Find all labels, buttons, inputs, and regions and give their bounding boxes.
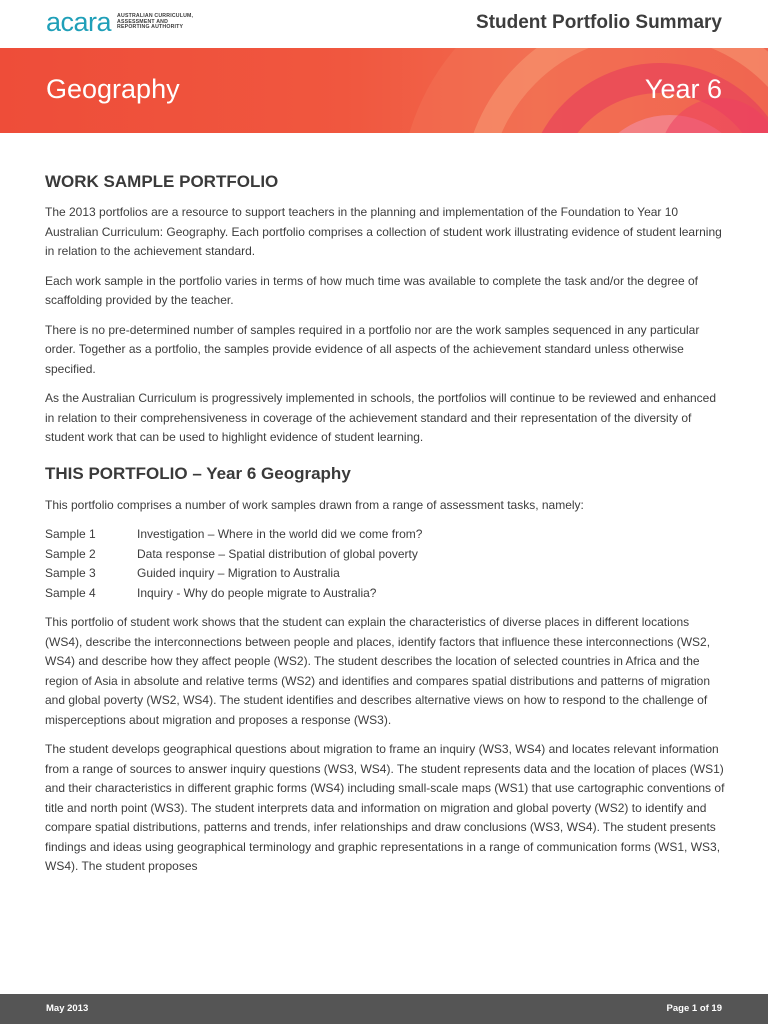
- logo-subtitle-line: REPORTING AUTHORITY: [117, 24, 184, 31]
- page-footer: [0, 994, 768, 1024]
- paragraph: This portfolio of student work shows that the student can explain the characteristics of diverse places in different locations (WS4), describe the interconnections between people and places, identify factors that influence these interconnections (WS2, WS4) and describe how they affect people (WS2). The student describes the location of selected countries in Africa and the region of Asia in absolute and relative terms (WS2) and identifies and compares spatial distributions and patterns of migration and global poverty (WS2, WS4). The student identifies and describes alternative views on how to respond to the challenge of misperceptions about migration and proposes a response (WS3).: [45, 615, 711, 727]
- acara-logo[interactable]: [46, 9, 193, 36]
- sample-item: [45, 525, 725, 545]
- sample-id: Sample 4: [45, 585, 96, 600]
- sample-description: Data response – Spatial distribution of global poverty: [137, 546, 418, 561]
- subject-title: Geography: [46, 74, 180, 104]
- page-number: Page 1 of 19: [666, 1003, 722, 1014]
- sample-item: [45, 545, 725, 565]
- paragraph: The 2013 portfolios are a resource to support teachers in the planning and implementation of the Foundation to Year 10 Australian Curriculum: Geography. Each portfolio comprises a collection of student work illustrating evidence of student learning in relation to the achievement standard.: [45, 205, 722, 258]
- sample-id: Sample 1: [45, 527, 96, 541]
- paragraph: The student develops geographical questions about migration to frame an inquiry (WS3, WS4) and locates relevant information from a range of sources to answer inquiry questions (WS3, WS4). The student represents data and the location of places (WS1) and their characteristics in different graphic forms (WS4) including small-scale maps (WS1) that use cartographic conventions of title and north point (WS3). The student interprets data and information on migration and global poverty (WS2) to identify and compare spatial distributions, patterns and trends, infer relationships and draw conclusions (WS3, WS4). The student presents findings and ideas using geographical terminology and graphic representations in a range of communication forms (WS1, WS3, WS4). The student proposes: [45, 742, 725, 873]
- subject-banner: [0, 48, 768, 133]
- footer-date: May 2013: [46, 1003, 89, 1014]
- paragraph: As the Australian Curriculum is progressively implemented in schools, the portfolios will continue to be reviewed and enhanced in relation to their comprehensiveness in coverage of the achievement standard and their representation of the diversity of student work that can be used to highlight evidence of student learning.: [45, 391, 717, 444]
- logo-subtitle: [117, 14, 193, 31]
- sample-description: Inquiry - Why do people migrate to Australia?: [137, 585, 377, 600]
- paragraph: Each work sample in the portfolio varies in terms of how much time was available to complete the task and/or the degree of scaffolding provided by the teacher.: [45, 273, 698, 307]
- sample-description: Investigation – Where in the world did we come from?: [137, 527, 423, 541]
- sample-item: [45, 564, 725, 584]
- sample-id: Sample 2: [45, 546, 96, 561]
- sample-id: Sample 3: [45, 566, 96, 580]
- document-title: Student Portfolio Summary: [476, 12, 722, 33]
- sample-item: [45, 584, 725, 604]
- logo-subtitle-line: ASSESSMENT AND: [117, 18, 169, 25]
- paragraph-intro: This portfolio comprises a number of work samples drawn from a range of assessment tasks, namely:: [45, 497, 584, 512]
- logo-wordmark: acara: [46, 7, 112, 37]
- page-header: [0, 0, 768, 48]
- year-level: Year 6: [644, 74, 722, 104]
- logo-subtitle-line: AUSTRALIAN CURRICULUM,: [117, 13, 194, 20]
- section-heading-this-portfolio: THIS PORTFOLIO – Year 6 Geography: [45, 463, 351, 483]
- sample-list: [45, 525, 725, 603]
- paragraph: There is no pre-determined number of samples required in a portfolio nor are the work samples sequenced in any particular order. Together as a portfolio, the samples provide evidence of all aspects of the achievement standard unless otherwise specified.: [45, 322, 700, 376]
- sample-description: Guided inquiry – Migration to Australia: [137, 566, 340, 580]
- main-content: [45, 172, 725, 887]
- section-heading-portfolio: WORK SAMPLE PORTFOLIO: [45, 172, 279, 191]
